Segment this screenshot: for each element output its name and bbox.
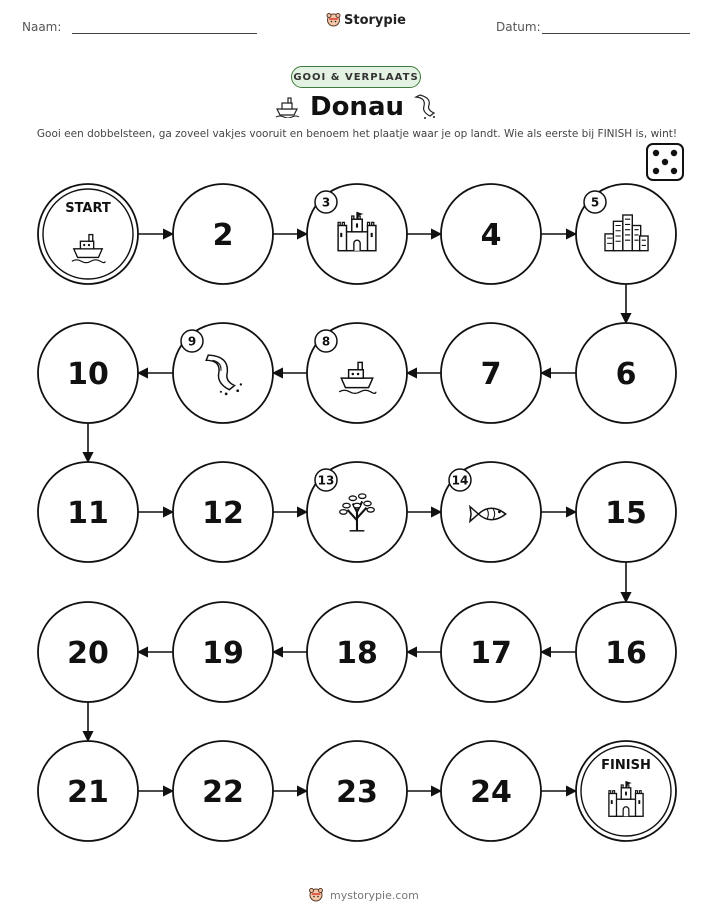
cell-number: 6 [615, 357, 637, 392]
cell-number: 13 [317, 473, 335, 488]
board-cell [441, 462, 541, 562]
cell-number: 3 [321, 195, 331, 210]
board-cell [441, 323, 541, 423]
cell-number: 21 [67, 775, 109, 810]
cell-number: 12 [202, 496, 244, 531]
cell-number: 23 [336, 775, 378, 810]
storypie-mascot-icon [308, 887, 324, 903]
cell-number: 10 [67, 357, 109, 392]
cell-number: 16 [605, 636, 647, 671]
cell-number: 24 [470, 775, 512, 810]
board-cell [38, 462, 138, 562]
cell-number: 20 [67, 636, 109, 671]
cell-number: 22 [202, 775, 244, 810]
board-cell [38, 602, 138, 702]
board-cell [173, 741, 273, 841]
cell-number: 15 [605, 496, 647, 531]
board-cell [441, 602, 541, 702]
board-cell [576, 462, 676, 562]
cell-number: 2 [212, 218, 234, 253]
cell-number: 9 [187, 334, 197, 349]
name-label: Naam: [22, 20, 62, 34]
cell-number: 19 [202, 636, 244, 671]
instructions: Gooi een dobbelsteen, ga zoveel vakjes vooruit en benoem het plaatje waar je op landt. Wie als eerste bij FINISH is, wint! [36, 128, 678, 140]
date-label: Datum: [496, 20, 541, 34]
cell-number: 5 [590, 195, 600, 210]
board-cell [307, 602, 407, 702]
brand-name: Storypie [344, 12, 406, 28]
board-cell [441, 741, 541, 841]
cell-number: 4 [480, 218, 502, 253]
cell-number: 11 [67, 496, 109, 531]
board-cell [173, 184, 273, 284]
game-type-badge: GOOI & VERPLAATS [291, 66, 421, 88]
start-label: START [65, 201, 111, 216]
board-cell [173, 602, 273, 702]
board-cell [38, 323, 138, 423]
footer-url: mystorypie.com [330, 888, 419, 902]
board-cell [441, 184, 541, 284]
cell-number: 18 [336, 636, 378, 671]
page-title: Donau [309, 92, 404, 122]
board-cell [576, 323, 676, 423]
board-cell [576, 602, 676, 702]
board-cell [307, 323, 407, 423]
finish-label: FINISH [601, 758, 651, 773]
board-cell [307, 741, 407, 841]
footer [308, 887, 419, 903]
cell-number: 14 [451, 473, 469, 488]
cell-number: 8 [321, 334, 331, 349]
board-cell [307, 184, 407, 284]
board-cell [307, 462, 407, 562]
cell-number: 17 [470, 636, 512, 671]
board-cell [173, 462, 273, 562]
cell-number: 7 [480, 357, 502, 392]
board-cell [576, 184, 676, 284]
board-cell [173, 323, 273, 423]
start-cell [38, 184, 138, 284]
board-cell [38, 741, 138, 841]
finish-cell [576, 741, 676, 841]
